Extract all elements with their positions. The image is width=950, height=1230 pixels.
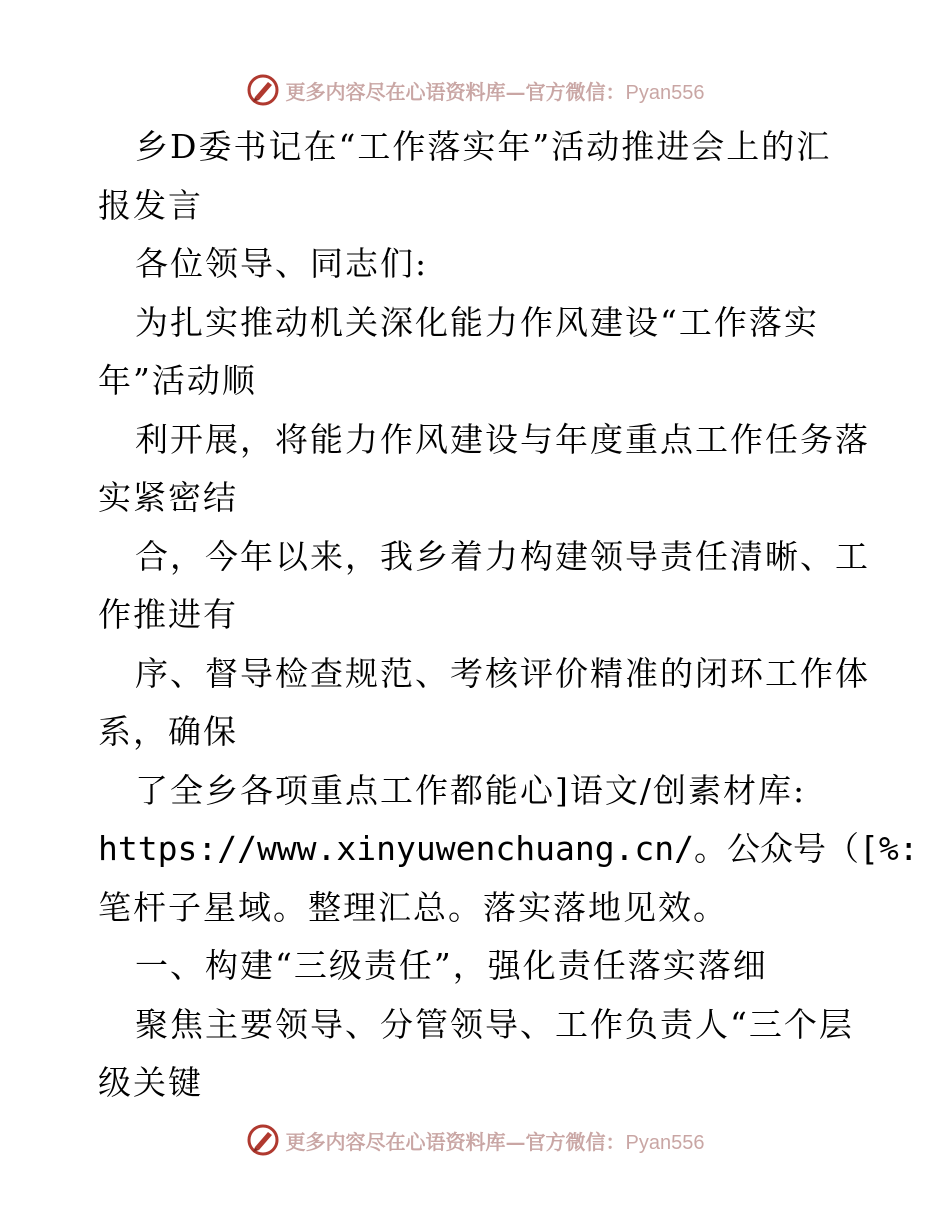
paragraph-line: 系，确保 (98, 712, 238, 751)
title-line-1: 乡D委书记在“工作落实年”活动推进会上的汇 (135, 127, 832, 166)
paragraph-line: 为扎实推动机关深化能力作风建设“工作落实 (135, 302, 819, 342)
paragraph-line: 了全乡各项重点工作都能心]语文/创素材库: (135, 770, 807, 810)
salutation: 各位领导、同志们: (135, 244, 429, 283)
paragraph-line: 实紧密结 (98, 478, 238, 517)
paragraph-line: 序、督导检查规范、考核评价精准的闭环工作体 (135, 653, 870, 693)
paragraph-line: 聚焦主要领导、分管领导、工作负责人“三个层 (135, 1004, 854, 1044)
paragraph-line: 笔杆子星域。整理汇总。落实落地见效。 (98, 887, 728, 927)
document-body (98, 118, 919, 1113)
banner-text: 更多内容尽在心语资料库—官方微信：Pyan556 (285, 79, 705, 104)
paragraph-line: 利开展，将能力作风建设与年度重点工作任务落 (135, 419, 870, 459)
banner-text: 更多内容尽在心语资料库—官方微信：Pyan556 (285, 1129, 705, 1154)
paragraph-line: 级关键 (98, 1063, 203, 1102)
paragraph-line: 作推进有 (98, 595, 238, 634)
pen-logo-icon (246, 1123, 280, 1157)
url-line: https://www.xinyuwenchuang.cn/。公众号（[%: (98, 829, 919, 868)
header-banner (0, 70, 950, 110)
footer-banner (0, 1120, 950, 1160)
pen-logo-icon (246, 73, 280, 107)
paragraph-line: 年”活动顺 (98, 361, 257, 400)
paragraph-line: 合，今年以来，我乡着力构建领导责任清晰、工 (135, 536, 870, 576)
section-heading: 一、构建“三级责任”，强化责任落实落细 (135, 946, 768, 985)
title-line-2: 报发言 (98, 185, 203, 225)
